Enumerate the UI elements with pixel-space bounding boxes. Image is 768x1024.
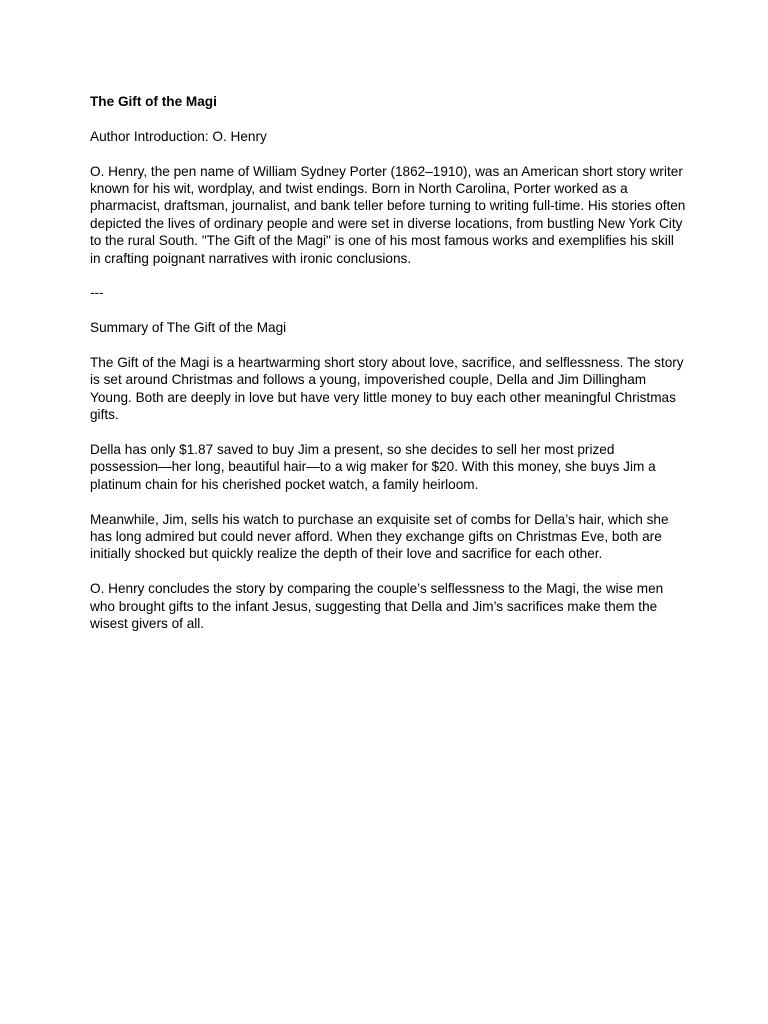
author-heading: Author Introduction: O. Henry: [90, 128, 267, 144]
document-title: The Gift of the Magi: [90, 94, 217, 109]
summary-paragraph-1: The Gift of the Magi is a heartwarming short story about love, sacrifice, and selflessness. The story is set around Christmas and follows a young, impoverished couple, Della and Jim Dillingham Young. Both are deeply in love but have very little money to buy each other meaningful Christmas gifts.: [90, 355, 684, 423]
summary-paragraph-2: Della has only $1.87 saved to buy Jim a present, so she decides to sell her most prized possession—her long, beautiful hair—to a wig maker for $20. With this money, she buys Jim a platinum chain for his cherished pocket watch, a family heirloom.: [90, 442, 656, 492]
summary-paragraph-4: O. Henry concludes the story by comparing the couple’s selflessness to the Magi, the wise men who brought gifts to the infant Jesus, suggesting that Della and Jim’s sacrifices make them the wisest givers of all.: [90, 581, 664, 632]
document-page: [90, 93, 686, 650]
summary-heading: Summary of The Gift of the Magi: [90, 320, 287, 336]
section-separator: ---: [90, 285, 104, 301]
summary-paragraph-3: Meanwhile, Jim, sells his watch to purchase an exquisite set of combs for Della’s hair, which she has long admired but could never afford. When they exchange gifts on Christmas Eve, both are initially shocked but quickly realize the depth of their love and sacrifice for each other.: [90, 511, 669, 562]
author-paragraph: O. Henry, the pen name of William Sydney Porter (1862–1910), was an American short story writer known for his wit, wordplay, and twist endings. Born in North Carolina, Porter worked as a pharmacist, draftsman, journalist, and bank teller before turning to writing full-time. His stories often depicted the lives of ordinary people and were set in diverse locations, from bustling New York City to the rural South. "The Gift of the Magi" is one of his most famous works and exemplifies his skill in crafting poignant narratives with ironic conclusions.: [90, 163, 686, 266]
